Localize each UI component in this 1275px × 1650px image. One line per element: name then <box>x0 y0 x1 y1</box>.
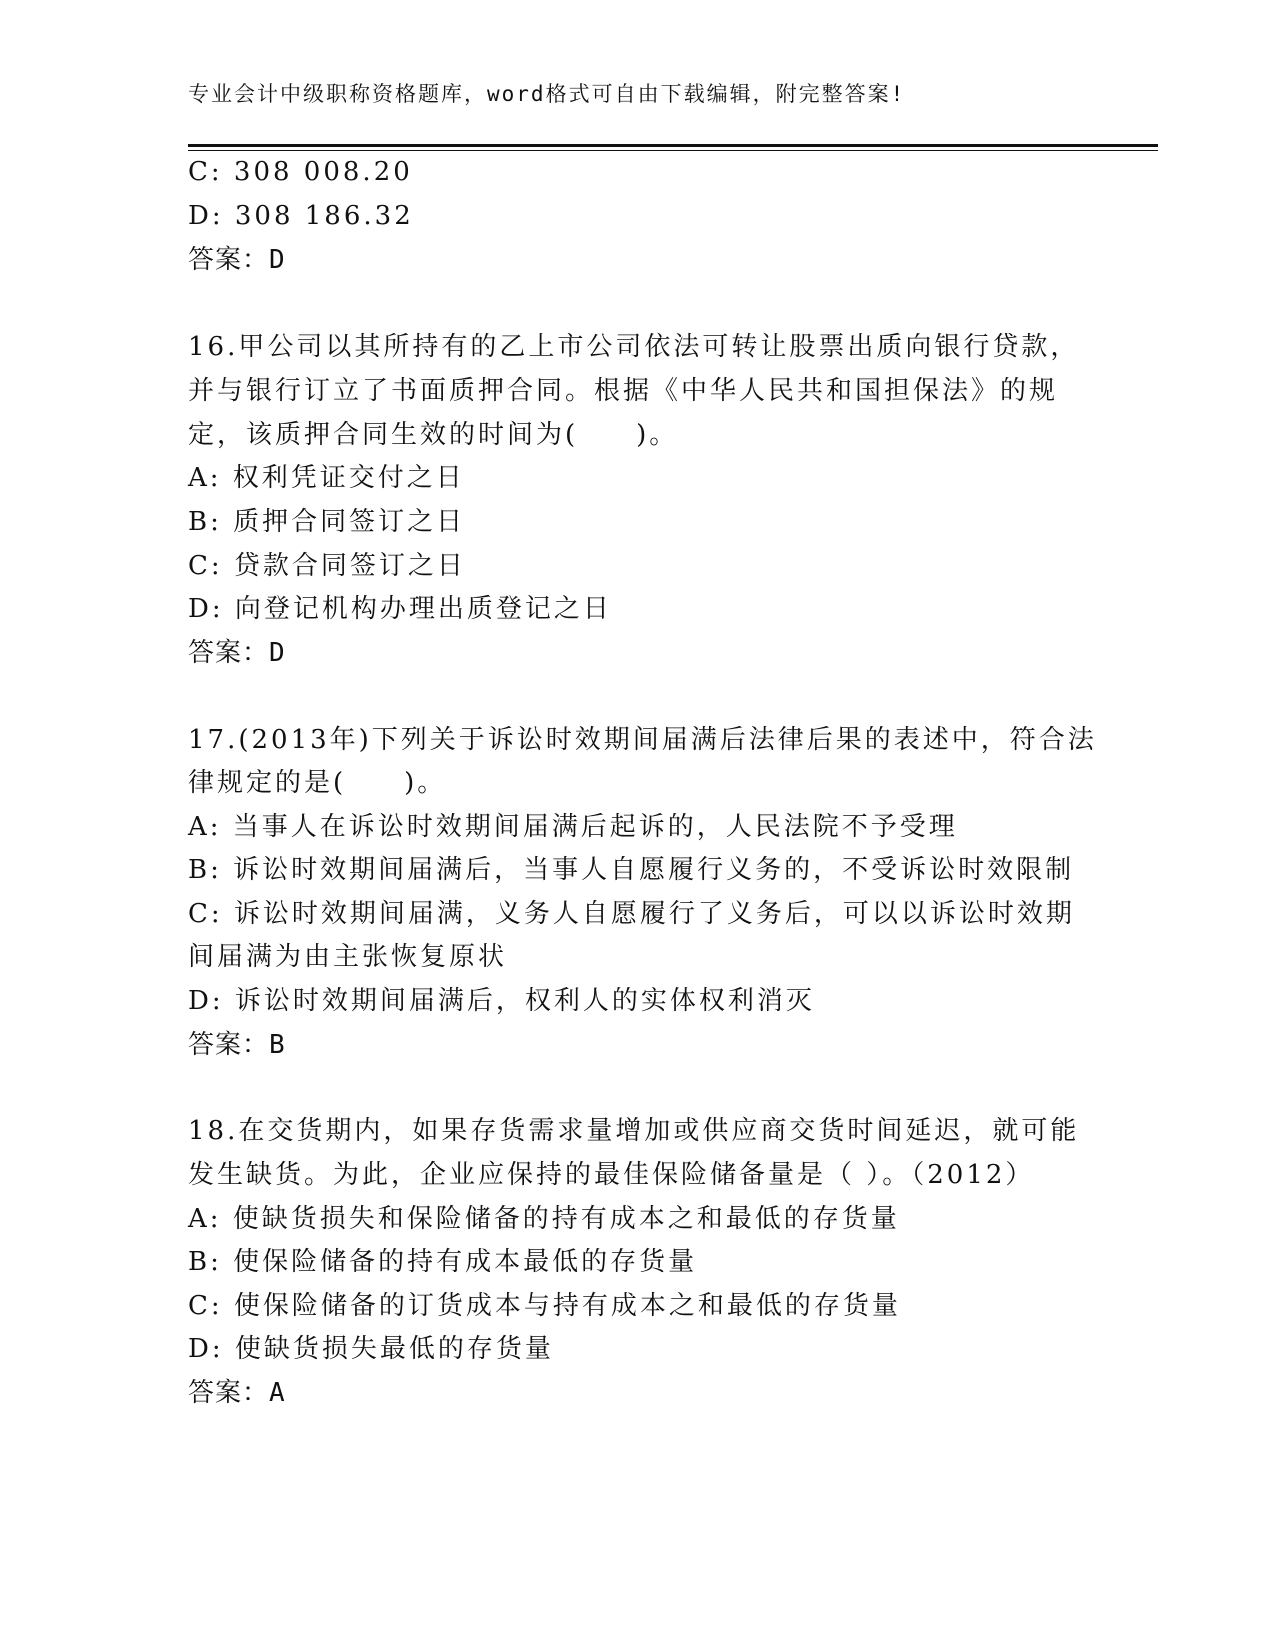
option-b: B: 使保险储备的持有成本最低的存货量 <box>188 1247 698 1277</box>
option-d: D: 向登记机构办理出质登记之日 <box>188 594 612 624</box>
question-stem: 定，该质押合同生效的时间为( )。 <box>188 420 679 450</box>
option-a: A: 当事人在诉讼时效期间届满后起诉的，人民法院不予受理 <box>188 812 958 842</box>
option-c-continued: 间届满为由主张恢复原状 <box>188 942 508 972</box>
option-c: C: 诉讼时效期间届满，义务人自愿履行了义务后，可以以诉讼时效期 <box>188 899 1075 929</box>
question-stem: 16.甲公司以其所持有的乙上市公司依法可转让股票出质向银行贷款， <box>188 332 1080 362</box>
answer: 答案：A <box>188 1378 286 1408</box>
answer: 答案：B <box>188 1030 286 1060</box>
option-d: D: 使缺货损失最低的存货量 <box>188 1334 554 1364</box>
header-divider <box>188 144 1158 147</box>
question-stem: 17.(2013年)下列关于诉讼时效期间届满后法律后果的表述中，符合法 <box>188 725 1097 755</box>
question-stem: 发生缺货。为此，企业应保持的最佳保险储备量是（ ）。（2012） <box>188 1160 1035 1190</box>
option-b: B: 诉讼时效期间届满后，当事人自愿履行义务的，不受诉讼时效限制 <box>188 855 1075 885</box>
answer: 答案：D <box>188 245 286 275</box>
option-b: B: 质押合同签订之日 <box>188 507 466 537</box>
option-a: A: 权利凭证交付之日 <box>188 463 465 493</box>
question-stem: 律规定的是( )。 <box>188 768 447 798</box>
option-c: C: 308 008.20 <box>188 157 413 187</box>
answer: 答案：D <box>188 638 286 668</box>
option-d: D: 诉讼时效期间届满后，权利人的实体权利消灭 <box>188 986 815 1016</box>
question-stem: 18.在交货期内，如果存货需求量增加或供应商交货时间延迟，就可能 <box>188 1116 1080 1146</box>
option-c: C: 使保险储备的订货成本与持有成本之和最低的存货量 <box>188 1291 901 1321</box>
question-stem: 并与银行订立了书面质押合同。根据《中华人民共和国担保法》的规 <box>188 376 1059 406</box>
option-c: C: 贷款合同签订之日 <box>188 551 466 581</box>
header-divider-thin <box>188 150 1158 151</box>
option-d: D: 308 186.32 <box>188 201 414 231</box>
option-a: A: 使缺货损失和保险储备的持有成本之和最低的存货量 <box>188 1204 900 1234</box>
page-header: 专业会计中级职称资格题库，word格式可自由下载编辑，附完整答案! <box>188 82 906 106</box>
